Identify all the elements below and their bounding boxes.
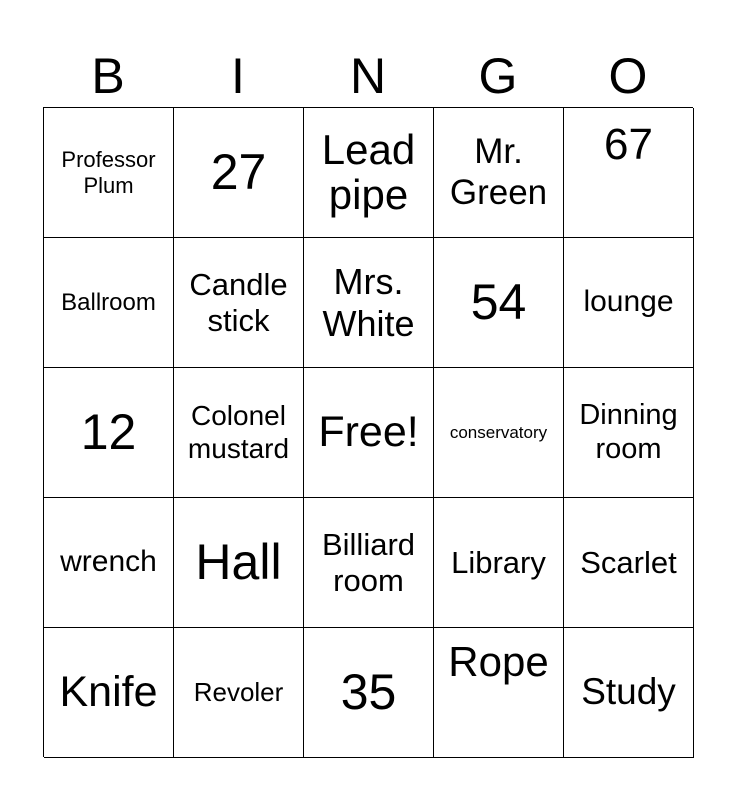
bingo-cell[interactable]: Mr. Green <box>434 108 564 238</box>
header-letter-g: G <box>478 48 518 104</box>
header-letter-b: B <box>91 48 125 104</box>
header-letter-o: O <box>608 48 648 104</box>
bingo-cell[interactable]: Billiard room <box>304 498 434 628</box>
bingo-cell[interactable]: Knife <box>44 628 174 758</box>
bingo-cell[interactable]: Library <box>434 498 564 628</box>
bingo-cell[interactable]: Colonel mustard <box>174 368 304 498</box>
bingo-cell[interactable]: Hall <box>174 498 304 628</box>
bingo-header <box>43 44 693 108</box>
bingo-cell free-space[interactable]: Free! <box>304 368 434 498</box>
bingo-cell[interactable]: Candle stick <box>174 238 304 368</box>
header-letter-n: N <box>349 48 387 104</box>
bingo-board <box>43 107 693 757</box>
header-letter-i: I <box>231 48 245 104</box>
bingo-cell[interactable]: 67 <box>564 108 694 238</box>
bingo-cell[interactable]: Revoler <box>174 628 304 758</box>
bingo-cell[interactable]: 35 <box>304 628 434 758</box>
bingo-cell[interactable]: Rope <box>434 628 564 758</box>
bingo-cell[interactable]: 54 <box>434 238 564 368</box>
bingo-cell[interactable]: 12 <box>44 368 174 498</box>
bingo-cell[interactable]: lounge <box>564 238 694 368</box>
bingo-cell[interactable]: Lead pipe <box>304 108 434 238</box>
bingo-cell[interactable]: conservatory <box>434 368 564 498</box>
bingo-cell[interactable]: 27 <box>174 108 304 238</box>
bingo-cell[interactable]: Dinning room <box>564 368 694 498</box>
bingo-cell[interactable]: Scarlet <box>564 498 694 628</box>
bingo-cell[interactable]: Mrs. White <box>304 238 434 368</box>
bingo-cell[interactable]: Ballroom <box>44 238 174 368</box>
bingo-cell[interactable]: Professor Plum <box>44 108 174 238</box>
bingo-cell[interactable]: Study <box>564 628 694 758</box>
bingo-cell[interactable]: wrench <box>44 498 174 628</box>
